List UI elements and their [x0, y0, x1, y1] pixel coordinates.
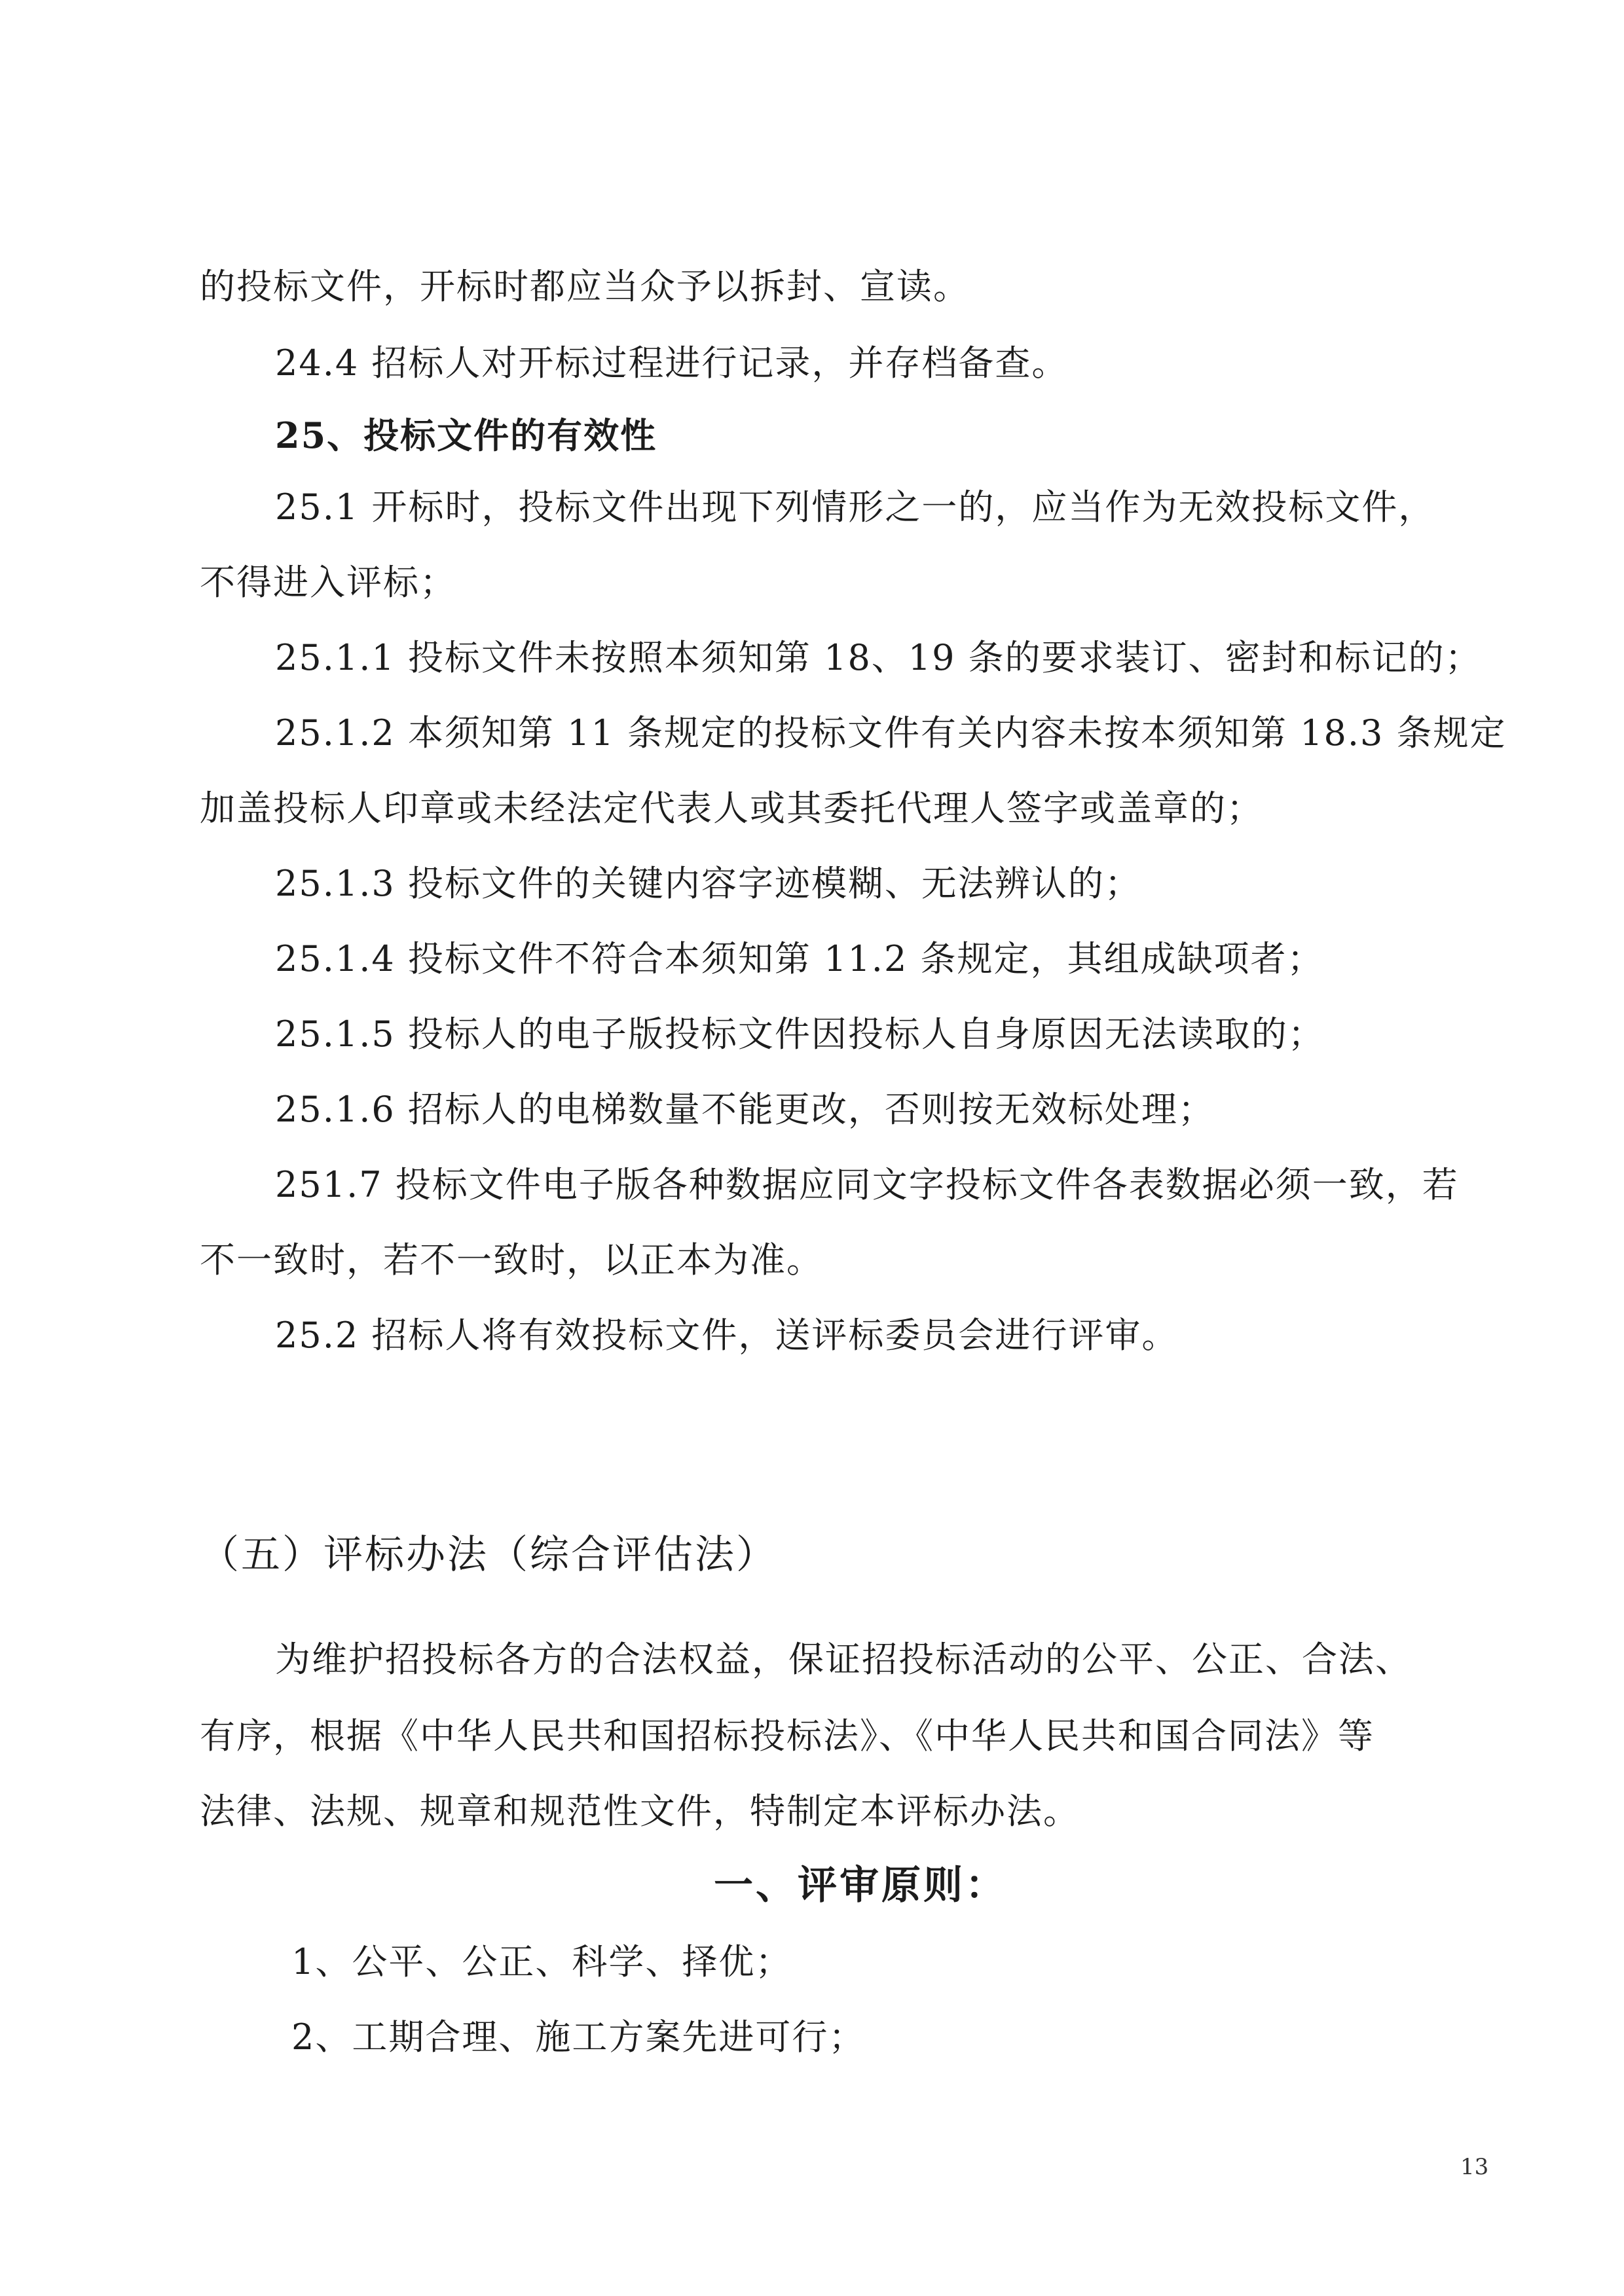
clause-25-1-7-continued: 不一致时，若不一致时，以正本为准。 [200, 1239, 823, 1281]
clause-25-heading: 25、投标文件的有效性 [275, 414, 657, 456]
clause-25-1-4: 25.1.4 投标文件不符合本须知第 11.2 条规定，其组成缺项者； [275, 938, 1324, 979]
clause-25-1-2-continued: 加盖投标人印章或未经法定代表人或其委托代理人签字或盖章的； [200, 788, 1263, 829]
clause-24-4: 24.4 招标人对开标过程进行记录，并存档备查。 [275, 342, 1069, 384]
clause-25-1: 25.1 开标时，投标文件出现下列情形之一的，应当作为无效投标文件， [275, 486, 1435, 528]
clause-25-1-3: 25.1.3 投标文件的关键内容字迹模糊、无法辨认的； [275, 863, 1141, 904]
page-number: 13 [1460, 2154, 1489, 2180]
principle-item-2: 2、工期合理、施工方案先进可行； [291, 2016, 866, 2058]
clause-25-1-1: 25.1.1 投标文件未按照本须知第 18、19 条的要求装订、密封和标记的； [275, 637, 1482, 678]
clause-25-1-7: 251.7 投标文件电子版各种数据应同文字投标文件各表数据必须一致，若 [275, 1164, 1459, 1205]
clause-25-1-6: 25.1.6 招标人的电梯数量不能更改，否则按无效标处理； [275, 1089, 1215, 1130]
clause-25-1-continued: 不得进入评标； [200, 562, 456, 603]
principle-item-1: 1、公平、公正、科学、择优； [291, 1941, 792, 1982]
review-principles-heading: 一、评审原则： [714, 1863, 1007, 1908]
section-title: （五）评标办法（综合评估法） [200, 1532, 777, 1578]
clause-25-1-5: 25.1.5 投标人的电子版投标文件因投标人自身原因无法读取的； [275, 1013, 1325, 1055]
intro-paragraph-line-3: 法律、法规、规章和规范性文件，特制定本评标办法。 [200, 1791, 1080, 1832]
intro-paragraph-line-1: 为维护招投标各方的合法权益，保证招投标活动的公平、公正、合法、 [275, 1639, 1412, 1680]
clause-25-1-2: 25.1.2 本须知第 11 条规定的投标文件有关内容未按本须知第 18.3 条规定 [275, 712, 1507, 754]
clause-25-2: 25.2 招标人将有效投标文件，送评标委员会进行评审。 [275, 1315, 1179, 1356]
intro-paragraph-line-2: 有序，根据《中华人民共和国招标投标法》、《中华人民共和国合同法》等 [200, 1715, 1375, 1757]
paragraph-line: 的投标文件，开标时都应当众予以拆封、宣读。 [200, 266, 970, 307]
